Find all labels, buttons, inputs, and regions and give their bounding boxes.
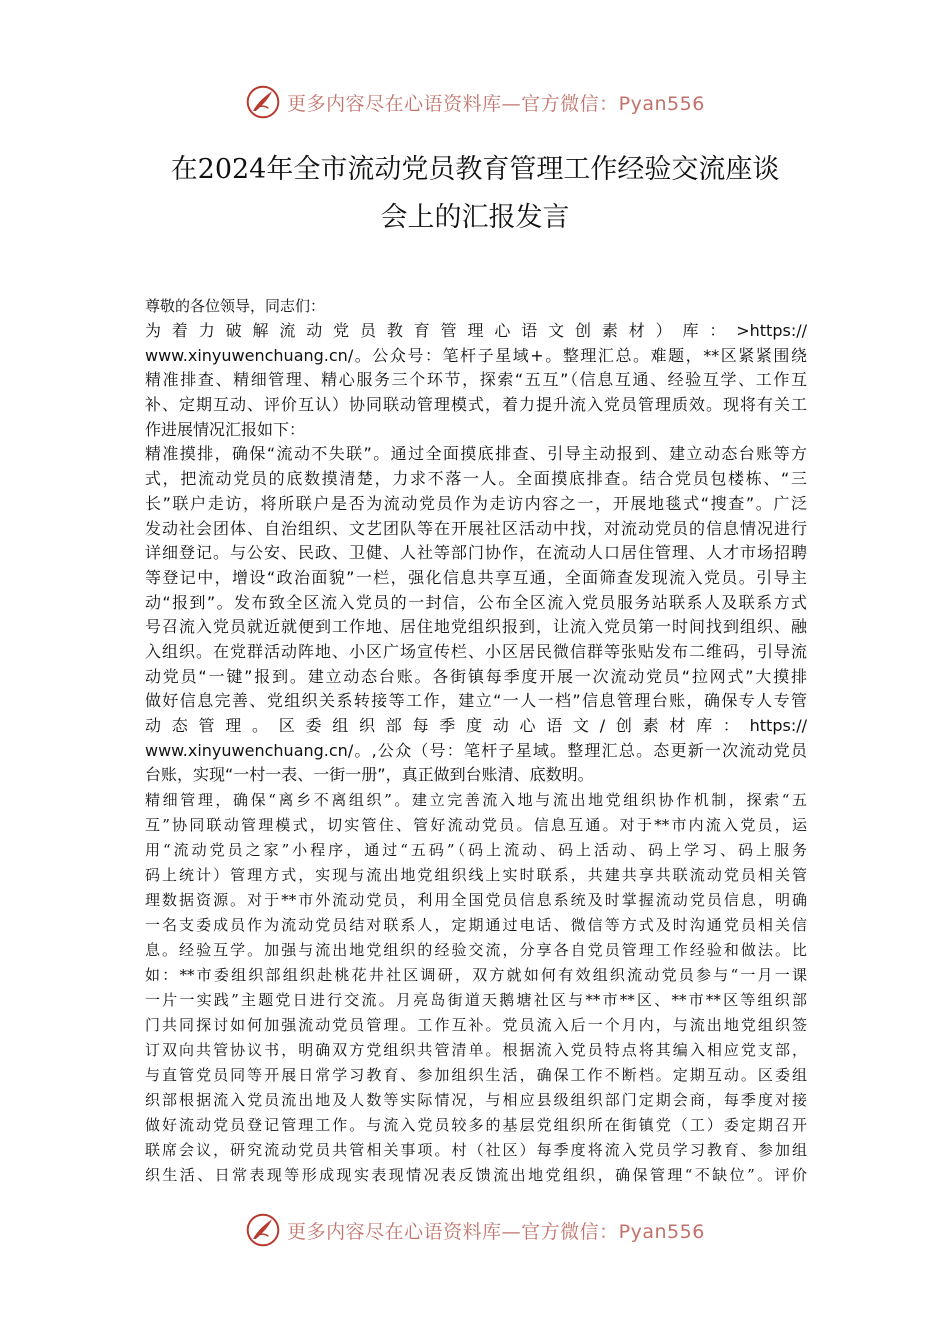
text-line: 如：**市委组织部组织赴桃花井社区调研，双方就如何有效组织流动党员参与“一月一课 (145, 966, 807, 985)
text-line: www.xinyuwenchuang.cn/。公众号：笔杆子星域+。整理汇总。难题，**区紧紧围绕 (145, 345, 807, 365)
paragraph-precise-screening (145, 442, 807, 788)
header-banner (0, 82, 950, 122)
title-line: 会上的汇报发言 (380, 202, 570, 233)
banner-text: 更多内容尽在心语资料库—官方微信：Pyan556 (287, 1220, 705, 1243)
text-line: 补、定期互动、评价互认）协同联动管理模式，着力提升流入党员管理质效。现将有关工 (145, 395, 807, 415)
text-line: 入组织。在党群活动阵地、小区广场宣传栏、小区居民微信群等张贴发布二维码，引导流 (145, 641, 807, 661)
text-line: 精准排查、精细管理、精心服务三个环节，探索“五互”（信息互通、经验互学、工作互 (145, 370, 807, 390)
text-line: 动党员“一键”报到。建立动态台账。各街镇每季度开展一次流动党员“拉网式”大摸排 (145, 666, 807, 686)
text-line: 精准摸排，确保“流动不失联”。通过全面摸底排查、引导主动报到、建立动态台账等方 (145, 444, 807, 464)
text-line: 与直管党员同等开展日常学习教育、参加组织生活，确保工作不断档。定期互动。区委组 (145, 1066, 807, 1085)
text-line: 等登记中，增设“政治面貌”一栏，强化信息共享互通，全面筛查发现流入党员。引导主 (145, 567, 807, 587)
text-line: 动态管理。区委组织部每季度动心语文/创素材库：https:// (145, 716, 807, 735)
text-line: 互”协同联动管理模式，切实管住、管好流动党员。信息互通。对于**市内流入党员，运 (145, 816, 807, 835)
text-line: www.xinyuwenchuang.cn/。,公众（号：笔杆子星域。整理汇总。态更新一次流动党员 (145, 740, 807, 760)
text-line: 作进展情况汇报如下： (145, 419, 306, 439)
paragraph-intro (145, 319, 807, 442)
text-line: 号召流入党员就近就便到工作地、居住地党组织报到，让流入党员第一时间找到组织、融 (145, 617, 807, 637)
text-line: 详细登记。与公安、民政、卫健、人社等部门协作，在流动人口居住管理、人才市场招聘 (145, 543, 807, 563)
text-line: 台账，实现“一村一表、一街一册”，真正做到台账清、底数明。 (145, 765, 594, 785)
brush-logo-icon (245, 1212, 281, 1248)
text-line: 式，把流动党员的底数摸清楚，力求不落一人。全面摸底排查。结合党员包楼栋、“三 (145, 469, 807, 489)
text-line: 精细管理，确保“离乡不离组织”。建立完善流入地与流出地党组织协作机制，探索“五 (145, 791, 807, 810)
title-line: 在2024年全市流动党员教育管理工作经验交流座谈 (170, 154, 780, 185)
page-title (120, 146, 830, 242)
article-body (145, 294, 807, 1188)
text-line: 门共同探讨如何加强流动党员管理。工作互补。党员流入后一个月内，与流出地党组织签 (145, 1016, 807, 1035)
text-line: 一名支委成员作为流动党员结对联系人，定期通过电话、微信等方式及时沟通党员相关信 (145, 916, 807, 935)
text-line: 织生活、日常表现等形成现实表现情况表反馈流出地党组织，确保管理“不缺位”。评价 (145, 1166, 807, 1185)
text-line: 理数据资源。对于**市外流动党员，利用全国党员信息系统及时掌握流动党员信息，明确 (145, 891, 807, 910)
text-line: 联席会议，研究流动党员共管相关事项。村（社区）每季度将流入党员学习教育、参加组 (145, 1141, 807, 1160)
text-line: 发动社会团体、自治组织、文艺团队等在开展社区活动中找，对流动党员的信息情况进行 (145, 518, 807, 538)
text-line: 动“报到”。发布致全区流入党员的一封信，公布全区流入党员服务站联系人及联系方式 (145, 592, 807, 612)
text-line: 织部根据流入党员流出地及人数等实际情况，与相应县级组织部门定期会商，每季度对接 (145, 1091, 807, 1110)
text-line: 做好信息完善、党组织关系转接等工作，建立“一人一档”信息管理台账，确保专人专管 (145, 691, 807, 711)
footer-banner (0, 1210, 950, 1250)
text-line: 订双向共管协议书，明确双方党组织共管清单。根据流入党员特点将其编入相应党支部， (145, 1041, 807, 1060)
text-line: 为着力破解流动党员教育管理心语文创素材）库：>https:// (145, 321, 807, 340)
text-line: 做好流动党员登记管理工作。与流入党员较多的基层党组织所在街镇党（工）委定期召开 (145, 1116, 807, 1135)
salutation: 尊敬的各位领导，同志们： (145, 297, 326, 315)
brush-logo-icon (245, 84, 281, 120)
text-line: 码上统计）管理方式，实现与流出地党组织线上实时联系，共建共享共联流动党员相关管 (145, 866, 807, 885)
text-line: 长”联户走访，将所联户是否为流动党员作为走访内容之一，开展地毯式“搜查”。广泛 (145, 493, 807, 513)
text-line: 息。经验互学。加强与流出地党组织的经验交流，分享各自党员管理工作经验和做法。比 (145, 941, 807, 960)
paragraph-fine-management (145, 788, 807, 1188)
banner-text: 更多内容尽在心语资料库—官方微信：Pyan556 (287, 92, 705, 115)
text-line: 用“流动党员之家”小程序，通过“五码”（码上流动、码上活动、码上学习、码上服务 (145, 841, 807, 860)
text-line: 一片一实践”主题党日进行交流。月亮岛街道天鹅塘社区与**市**区、**市**区等组织部 (145, 991, 807, 1010)
